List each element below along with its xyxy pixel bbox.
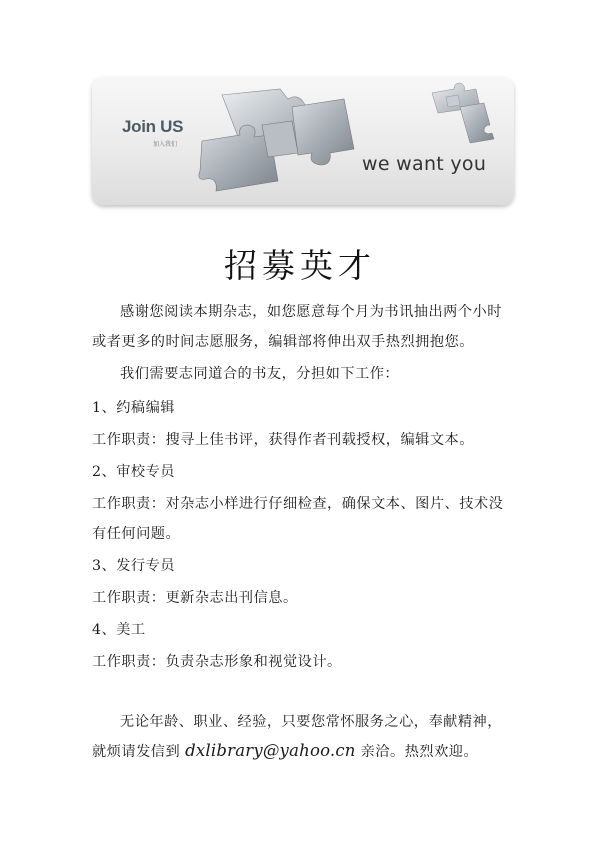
- intro-line-3: 我们需要志同道合的书友，分担如下工作：: [120, 366, 400, 382]
- join-us-logo: Join US: [122, 117, 184, 136]
- closing-suffix: 亲洽。热烈欢迎。: [355, 744, 479, 760]
- join-us-subtitle: 加入我们: [153, 141, 178, 148]
- job-duty-3: 工作职责：更新杂志出刊信息。: [92, 590, 298, 606]
- job-duty-1: 工作职责：搜寻上佳书评，获得作者刊载授权，编辑文本。: [92, 432, 474, 448]
- closing-prefix: 就烦请发信到: [92, 744, 186, 760]
- job-heading-3: 3、发行专员: [92, 558, 175, 574]
- job-heading-1: 1、约稿编辑: [92, 400, 175, 416]
- job-duty-4: 工作职责：负责杂志形象和视觉设计。: [92, 654, 342, 670]
- we-want-you-tagline: we want you: [362, 153, 487, 175]
- job-duty-2-line-2: 有任何问题。: [92, 526, 181, 542]
- intro-line-2: 或者更多的时间志愿服务，编辑部将伸出双手热烈拥抱您。: [92, 334, 474, 350]
- contact-email-link[interactable]: dxlibrary@yahoo.cn: [185, 741, 356, 760]
- job-duty-2-line-1: 工作职责：对杂志小样进行仔细检查，确保文本、图片、技术没: [92, 496, 504, 512]
- job-heading-4: 4、美工: [92, 622, 146, 638]
- job-heading-2: 2、审校专员: [92, 464, 175, 480]
- closing-line-1: 无论年龄、职业、经验，只要您常怀服务之心，奉献精神，: [120, 714, 502, 730]
- page-title: 招募英才: [224, 246, 376, 285]
- closing-line-2: [92, 736, 532, 767]
- intro-line-1: 感谢您阅读本期杂志，如您愿意每个月为书讯抽出两个小时: [120, 304, 502, 320]
- join-us-banner: [92, 77, 514, 205]
